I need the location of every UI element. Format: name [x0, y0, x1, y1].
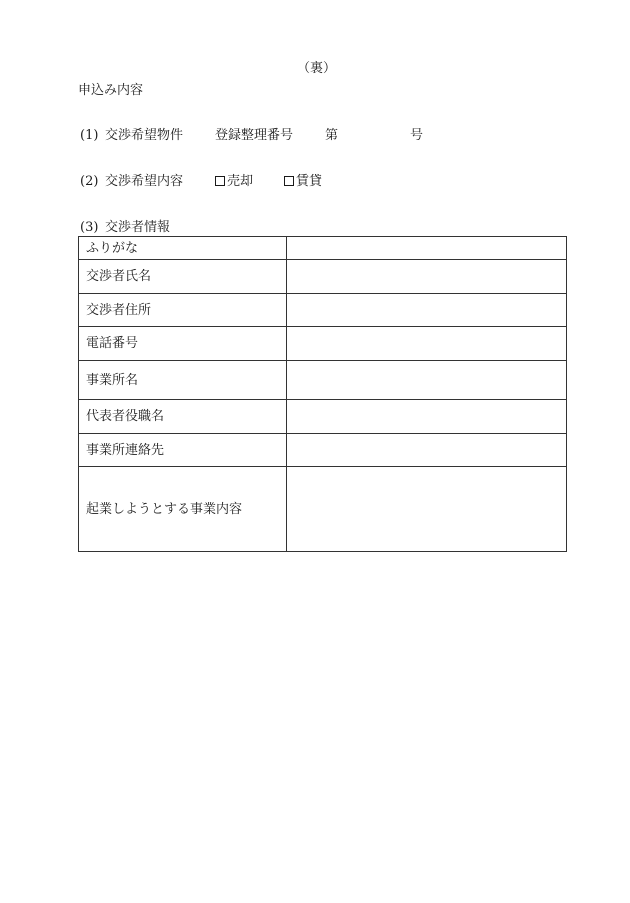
table-row	[79, 434, 567, 467]
row-value[interactable]	[287, 237, 567, 260]
page-side-label: （裏）	[297, 61, 337, 76]
table-row	[79, 361, 567, 400]
checkbox-icon[interactable]	[215, 176, 225, 186]
table-row	[79, 467, 567, 552]
item3-number: (3)	[80, 220, 99, 235]
registration-number-label: 登録整理番号	[215, 128, 294, 143]
item1-label: 交渉希望物件	[105, 128, 184, 143]
registration-dai: 第	[325, 128, 339, 143]
row-value[interactable]	[287, 467, 567, 552]
row-label: 交渉者氏名	[79, 260, 287, 294]
row-value[interactable]	[287, 361, 567, 400]
item3-label: 交渉者情報	[105, 220, 171, 235]
row-label: 事業所連絡先	[79, 434, 287, 467]
registration-go: 号	[410, 128, 424, 143]
row-value[interactable]	[287, 294, 567, 327]
table-row	[79, 237, 567, 260]
table-row	[79, 294, 567, 327]
row-label: 起業しようとする事業内容	[79, 467, 287, 552]
table-row	[79, 260, 567, 294]
row-label: ふりがな	[79, 237, 287, 260]
option-lease[interactable]	[284, 175, 322, 188]
row-label: 事業所名	[79, 361, 287, 400]
negotiator-info-table	[78, 236, 567, 552]
section-title: 申込み内容	[78, 83, 144, 98]
row-value[interactable]	[287, 260, 567, 294]
item2-label: 交渉希望内容	[105, 174, 184, 189]
table-row	[79, 400, 567, 434]
row-label: 代表者役職名	[79, 400, 287, 434]
option-sale[interactable]	[215, 175, 253, 188]
row-value[interactable]	[287, 434, 567, 467]
option-sale-label: 売却	[227, 174, 254, 189]
row-value[interactable]	[287, 327, 567, 361]
row-label: 交渉者住所	[79, 294, 287, 327]
item1-number: (1)	[80, 128, 99, 143]
row-value[interactable]	[287, 400, 567, 434]
checkbox-icon[interactable]	[284, 176, 294, 186]
row-label: 電話番号	[79, 327, 287, 361]
option-lease-label: 賃貸	[296, 174, 323, 189]
table-row	[79, 327, 567, 361]
item2-number: (2)	[80, 174, 99, 189]
